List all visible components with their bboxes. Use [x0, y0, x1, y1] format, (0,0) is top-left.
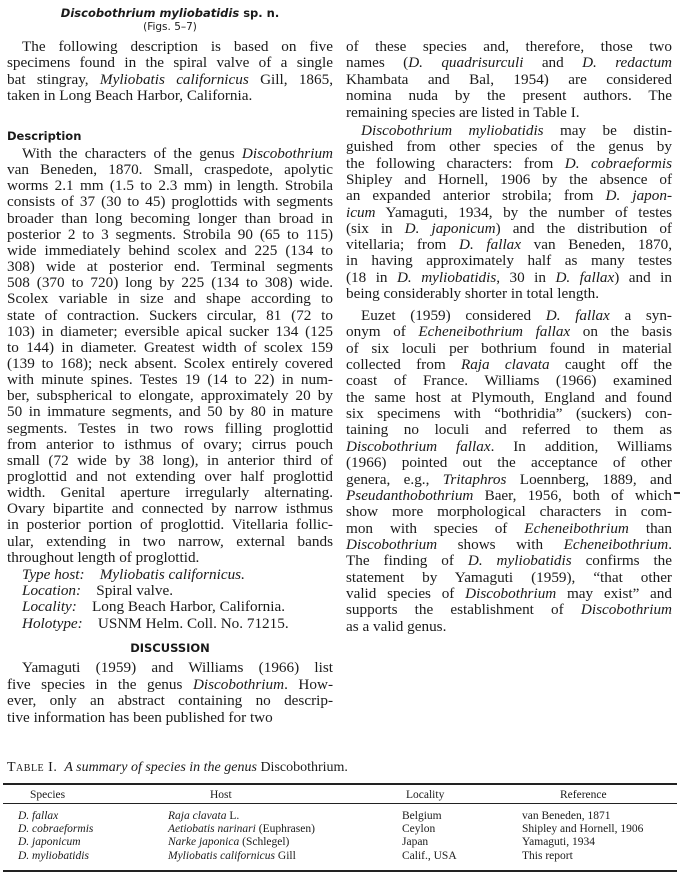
text-line	[346, 286, 672, 302]
text-run: shows with	[437, 535, 564, 553]
text-run: tive information has been published for two	[7, 708, 273, 726]
text-line	[346, 472, 672, 488]
table-cell-host	[168, 850, 296, 862]
text-line	[346, 270, 672, 286]
text-run: Yamaguti, 1934, by the number of testes	[375, 203, 672, 221]
text-run: throughout length of proglottid.	[7, 548, 200, 566]
italic-term: Discobothrium	[580, 601, 672, 619]
host-author: L.	[226, 810, 240, 822]
text-run: ber, subspherical to elongate, approximately 20 by	[7, 387, 333, 405]
text-line	[346, 72, 672, 88]
text-run: collected from	[346, 356, 461, 374]
table-cell-host	[168, 823, 315, 835]
text-line	[7, 437, 333, 453]
text-run: of six loculi per bothrium found in material	[346, 339, 672, 357]
italic-term: Discobothrium	[241, 145, 333, 162]
text-run: ever, only an abstract containing no descrip-	[7, 692, 333, 709]
italic-term: Discobothrium fallax	[346, 437, 491, 455]
text-run: may exist” and	[556, 584, 672, 602]
table-column-header: Locality	[406, 789, 445, 801]
host-species-name: Raja clavata	[168, 810, 227, 822]
table-cell-species: D. myliobatidis	[18, 849, 89, 862]
text-line	[7, 227, 333, 243]
text-run: genera, e.g.,	[346, 470, 443, 488]
italic-term: D. fallax	[545, 307, 610, 324]
text-run: (139 to 168); neck absent. Scolex entirely covered	[7, 354, 333, 372]
text-line	[7, 421, 333, 437]
text-run: taining no loculi and referred to them as	[346, 421, 672, 439]
text-line	[346, 237, 672, 253]
text-run: as a valid genus.	[346, 617, 447, 635]
table-cell-reference: Shipley and Hornell, 1906	[522, 823, 644, 836]
text-line	[346, 553, 672, 569]
text-line	[7, 243, 333, 259]
text-run: ular, extending in two narrow, external bands	[7, 532, 333, 550]
text-run: Gill, 1865,	[248, 70, 333, 88]
text-line	[346, 619, 672, 635]
text-run: coast of France. Williams (1966) examined	[346, 372, 672, 390]
host-author: (Schlegel)	[239, 836, 290, 849]
field-value: USNM Helm. Coll. No. 71215.	[94, 614, 289, 632]
text-line	[7, 550, 333, 566]
table-cell-species: D. japonicum	[18, 836, 81, 849]
text-line	[7, 72, 333, 88]
text-line	[7, 710, 333, 726]
table-label: Table I.	[7, 760, 58, 775]
text-line	[7, 534, 333, 550]
text-line	[7, 453, 333, 469]
table-caption	[7, 760, 348, 776]
italic-term: D. cobraeformis	[564, 154, 672, 172]
text-line	[7, 388, 333, 404]
figure-reference: (Figs. 5–7)	[143, 21, 197, 33]
text-run: vitellaria; from	[346, 236, 460, 254]
text-run: being considerably shorter in total length.	[346, 285, 600, 302]
text-run: a syn-	[609, 307, 672, 324]
text-run: in posterior portion of proglottid. Vitellaria follic-	[7, 516, 333, 534]
text-line	[346, 602, 672, 618]
text-line	[7, 55, 333, 71]
text-run: wide immediately behind scolex and 225 (134 to	[7, 241, 333, 259]
species-heading	[0, 6, 340, 20]
text-line	[346, 221, 672, 237]
table-cell-locality: Calif., USA	[402, 849, 457, 862]
text-line	[346, 205, 672, 221]
table-column-header: Host	[210, 789, 232, 801]
text-line	[7, 211, 333, 227]
italic-term: Myliobatis californicus	[99, 70, 249, 88]
text-run: remaining species are listed in Table I.	[346, 103, 580, 121]
text-line	[346, 105, 672, 121]
text-run: names (	[346, 54, 409, 72]
text-line	[7, 39, 333, 55]
table-cell-host	[168, 836, 289, 848]
text-run: six specimens with “bothridia” (suckers) con-	[346, 405, 672, 423]
text-line	[346, 39, 672, 55]
text-run: 508 (370 to 720) long by 225 (134 to 308) wide.	[7, 274, 333, 292]
italic-term: Raja clavata	[460, 356, 550, 374]
italic-term: D. redactum	[582, 54, 673, 72]
text-run: from anterior to isthmus of ovary; cirrus pouch	[7, 435, 333, 453]
italic-term: D. myliobatidis	[396, 268, 497, 286]
text-run: supports the establishment of	[346, 601, 581, 619]
field-value: Spiral valve.	[92, 582, 174, 600]
text-line	[346, 586, 672, 602]
text-run: With the characters of the genus	[22, 145, 242, 162]
text-run: consists of 37 (30 to 45) proglottids with segments	[7, 193, 333, 211]
table-cell-locality: Japan	[402, 836, 429, 849]
field-value: Myliobatis californicus.	[95, 566, 245, 583]
text-line	[7, 194, 333, 210]
text-line	[346, 504, 672, 520]
italic-term: D. fallax	[555, 268, 615, 286]
text-line	[7, 693, 333, 709]
text-run: worms 2.1 mm (1.5 to 2.3 mm) in length. Strobila	[7, 177, 333, 195]
text-line	[7, 308, 333, 324]
text-line	[7, 324, 333, 340]
text-run: Scolex variable in size and shape according to	[7, 290, 333, 308]
text-line	[346, 488, 672, 504]
text-line	[346, 253, 672, 269]
text-run: and	[523, 54, 583, 72]
text-line	[346, 406, 672, 422]
italic-term: Pseudanthobothrium	[346, 486, 474, 504]
text-line	[346, 357, 672, 373]
italic-term: Echeneibothrium	[563, 535, 669, 553]
text-run: , 30 in	[496, 268, 556, 286]
metadata-field	[7, 599, 348, 615]
table-cell-species: D. fallax	[18, 810, 59, 822]
text-line	[346, 88, 672, 104]
table-bottom-rule	[3, 870, 677, 872]
text-line	[7, 356, 333, 372]
table-cell-locality: Belgium	[402, 810, 442, 822]
text-run: confirms the	[571, 552, 673, 570]
text-line	[7, 162, 333, 178]
text-run: with minute spines. Testes 19 (14 to 22) in num-	[7, 371, 333, 389]
text-line	[7, 178, 333, 194]
field-label: Locality:	[22, 598, 81, 616]
field-label: Type host:	[22, 566, 89, 583]
text-line	[7, 517, 333, 533]
text-line	[7, 660, 333, 676]
text-run: nomina nuda by the present authors. The	[346, 87, 672, 105]
table-column-header: Species	[30, 789, 66, 801]
text-line	[346, 390, 672, 406]
table-cell-locality: Ceylon	[402, 823, 436, 836]
italic-term: icum	[346, 203, 376, 221]
text-run: may be distin-	[543, 122, 673, 139]
text-line	[7, 485, 333, 501]
species-heading-suffix: sp. n.	[243, 6, 280, 20]
text-run: van Beneden, 1870. Small, craspedote, apolytic	[7, 161, 333, 179]
text-run: to 144) in diameter. Greatest width of scolex 159	[7, 338, 333, 356]
text-line	[346, 308, 672, 324]
text-run: valid species of	[346, 584, 466, 602]
italic-term: Echeneibothrium	[524, 519, 629, 537]
text-run: The finding of	[346, 552, 468, 570]
text-run: state of contraction. Suckers circular, 81 (72 to	[7, 306, 333, 324]
table-caption-genus: Discobothrium.	[260, 760, 348, 775]
text-line	[346, 324, 672, 340]
text-line	[346, 156, 672, 172]
table-cell-reference: van Beneden, 1871	[522, 810, 611, 822]
text-run: (18 in	[346, 268, 397, 286]
text-run: taken in Long Beach Harbor, California.	[7, 86, 253, 104]
text-line	[7, 291, 333, 307]
text-run: (1966) pointed out the acceptance of other	[346, 454, 672, 472]
host-species-name: Aetiobatis narinari	[168, 823, 256, 836]
text-run: guished from other species of the genus by	[346, 138, 672, 156]
text-run: five species in the genus	[7, 675, 193, 693]
text-line	[346, 422, 672, 438]
text-run: van Beneden, 1870,	[521, 236, 673, 254]
text-run: Khambata and Bal, 1954) are considered	[346, 70, 672, 88]
host-author: (Euphrasen)	[255, 823, 315, 836]
text-line	[7, 259, 333, 275]
text-line	[346, 521, 672, 537]
text-run: small (72 wide by 38 long), in anterior third of	[7, 451, 333, 469]
metadata-field	[7, 616, 348, 632]
text-line	[346, 55, 672, 71]
text-run: 50 in immature segments, and 50 by 80 in mature	[7, 403, 333, 421]
text-run: Loennberg, 1889, and	[506, 470, 672, 488]
italic-term: Discobothrium	[346, 535, 438, 553]
table-cell-reference: This report	[522, 849, 573, 862]
text-run: .	[668, 535, 672, 553]
text-line	[346, 188, 672, 204]
text-run: (six in	[346, 219, 405, 237]
text-run: in having approximately half as many testes	[346, 252, 672, 270]
description-heading: Description	[7, 129, 82, 143]
italic-term: Tritaphros	[442, 470, 507, 488]
text-run: proglottid and not extending over half proglottid	[7, 468, 333, 485]
text-run: than	[628, 519, 672, 537]
page-edge-mark	[674, 492, 680, 494]
text-line	[7, 88, 333, 104]
text-run: an expanded anterior strobila; from	[346, 187, 606, 205]
text-line	[7, 677, 333, 693]
text-run: . In addition, Williams	[490, 437, 672, 455]
text-run: ) and the distribution of	[495, 219, 672, 237]
text-run: show more morphological characters in com-	[346, 503, 672, 521]
text-line	[346, 139, 672, 155]
text-run: width. Genital aperture irregularly alternating.	[7, 484, 333, 502]
text-line	[346, 373, 672, 389]
text-run: Baer, 1956, both of which	[473, 486, 672, 504]
text-run: Yamaguti (1959) and Williams (1966) list	[22, 659, 333, 676]
text-run: on the basis	[570, 323, 673, 341]
text-run: caught off the	[549, 356, 672, 374]
discussion-heading: DISCUSSION	[130, 641, 210, 655]
host-species-name: Narke japonica	[168, 836, 240, 849]
text-line	[7, 146, 333, 162]
text-run: segments. Testes in two rows filling proglottid	[7, 419, 333, 437]
metadata-field	[7, 567, 348, 583]
host-author: Gill	[275, 849, 296, 862]
text-run: 103) in diameter; eversible apical sucker 134 (125	[7, 322, 333, 340]
italic-term: D. japon-	[605, 187, 673, 205]
text-run: 308) wide at posterior end. Terminal segments	[7, 258, 333, 276]
text-line	[346, 341, 672, 357]
text-run: the following characters: from	[346, 154, 565, 172]
text-line	[7, 469, 333, 485]
text-run: mon with species of	[346, 519, 525, 537]
italic-term: Discobothrium	[192, 675, 285, 693]
text-run: specimens found in the spiral valve of a single	[7, 54, 333, 72]
text-run: bat stingray,	[7, 70, 100, 88]
text-run: broader than long becoming longer than broad in	[7, 209, 333, 227]
field-label: Location:	[22, 582, 85, 600]
text-run: of these species and, therefore, those two	[346, 38, 672, 55]
table-cell-host	[168, 810, 239, 822]
text-run: ) and in	[614, 268, 672, 286]
text-run: Ovary bipartite and connected by narrow isthmus	[7, 500, 333, 518]
text-run: onym of	[346, 323, 419, 341]
text-run: Shipley and Hornell, 1906 by the absence of	[346, 170, 672, 188]
text-line	[7, 340, 333, 356]
host-species-name: Myliobatis californicus	[168, 849, 276, 862]
table-column-header: Reference	[560, 789, 607, 801]
text-run: The following description is based on five	[22, 38, 333, 55]
text-run: posterior 2 to 3 segments. Strobila 90 (65 to 115)	[7, 225, 333, 243]
text-run: Euzet (1959) considered	[361, 307, 546, 324]
table-top-rule	[3, 783, 677, 785]
text-line	[346, 172, 672, 188]
table-cell-reference: Yamaguti, 1934	[522, 836, 595, 849]
italic-term: Discobothrium	[465, 584, 557, 602]
table-header-rule	[3, 803, 677, 804]
metadata-field	[7, 583, 348, 599]
italic-term: D. japonicum	[404, 219, 496, 237]
table-caption-text: A summary of species in the genus	[64, 760, 257, 775]
text-line	[346, 123, 672, 139]
field-label: Holotype:	[22, 614, 87, 632]
text-line	[7, 372, 333, 388]
text-run: the same host at Plymouth, England and found	[346, 388, 672, 406]
field-value: Long Beach Harbor, California.	[88, 598, 285, 616]
text-line	[346, 439, 672, 455]
text-line	[7, 275, 333, 291]
text-line	[346, 537, 672, 553]
text-line	[346, 455, 672, 471]
italic-term: D. myliobatidis	[467, 552, 572, 570]
italic-term: D. fallax	[459, 236, 522, 254]
text-line	[7, 404, 333, 420]
italic-term: Discobothrium myliobatidis	[361, 122, 544, 139]
text-line	[7, 501, 333, 517]
italic-term: Echeneibothrium fallax	[418, 323, 571, 341]
italic-term: D. quadrisurculi	[408, 54, 524, 72]
text-run: statement by Yamaguti (1959), “that other	[346, 568, 672, 586]
text-line	[346, 570, 672, 586]
table-cell-species: D. cobraeformis	[18, 823, 94, 836]
text-run: . How-	[284, 675, 333, 693]
species-heading-name: Discobothrium myliobatidis	[60, 6, 240, 20]
